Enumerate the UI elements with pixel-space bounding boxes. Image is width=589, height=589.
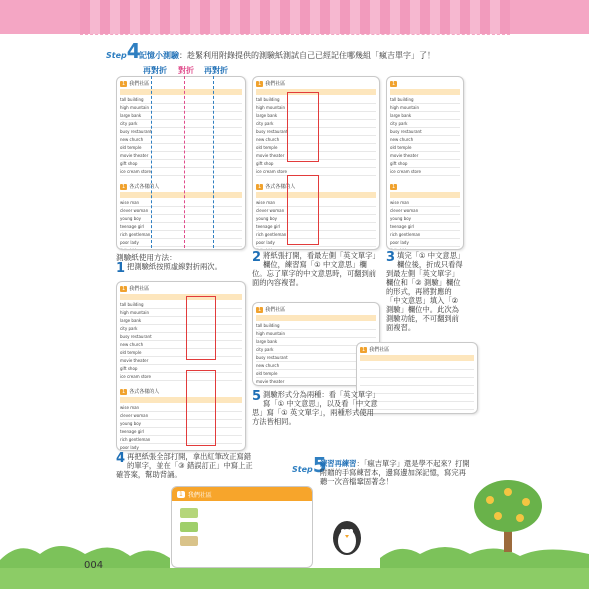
word-row: rich gentleman: [256, 231, 376, 239]
word-row: clever woman: [256, 207, 376, 215]
caption-5: 5 測驗形式分為兩種：看「英文單字」寫「① 中文意思」，以及看「中文意思」寫「① 英文單字」，兩種形式使用方法皆相同。: [252, 389, 378, 426]
top-dashed-rule: [80, 34, 510, 35]
word-row: wise man: [120, 404, 242, 412]
sheet-header: 1 我們社區: [122, 80, 150, 87]
building-illustration: [180, 508, 198, 518]
word-row: high mountain: [120, 104, 242, 112]
word-row: teenage girl: [120, 223, 242, 231]
test-sheet-2: 1 我們社區 tall building high mountain large bank city park busy restaurant new church old temple movie theater gift shop ice cream store 1 各式各樣的人 wise man clever woman young boy teenage girl rich gentleman poor lady: [252, 76, 380, 250]
step5-marker: Step5: [292, 453, 327, 477]
usage-heading: 測驗紙使用方法：: [116, 253, 177, 262]
word-row: gift shop: [120, 365, 242, 373]
highlight-box: [186, 296, 216, 360]
word-row: teenage girl: [256, 223, 376, 231]
word-row: young boy: [390, 215, 460, 223]
word-row: rich gentleman: [120, 231, 242, 239]
word-row: poor lady: [256, 239, 376, 247]
word-row: movie theater: [120, 152, 242, 160]
test-sheet-6: 1 我們社區: [356, 342, 478, 414]
caption-3: 3 填完「① 中文意思」欄位後，折成只看得到最左側「英文單字」欄位和「② 測驗」欄位的形式，再將對應的「中文意思」填入「② 測驗」欄位中。此次為測驗功能，不可翻到前面複習。: [386, 250, 465, 332]
word-row: [256, 247, 376, 250]
word-row: busy restaurant: [256, 128, 376, 136]
pear-tree-illustration: [468, 476, 548, 556]
test-sheet-1: [116, 76, 246, 250]
caption-4: 4 再把紙張全部打開，拿出紅筆改正寫錯的單字，並在「③ 錯誤訂正」中寫上正確答案，幫助背誦。: [116, 451, 253, 479]
word-row: new church: [120, 341, 242, 349]
column-header: [120, 192, 242, 198]
word-row: young boy: [120, 420, 242, 428]
word-row: city park: [120, 120, 242, 128]
sheet-header: 1 各式各樣的人: [122, 183, 160, 190]
highlight-box: [287, 175, 319, 245]
word-row: poor lady: [120, 444, 242, 451]
word-row: movie theater: [390, 152, 460, 160]
word-row: rich gentleman: [390, 231, 460, 239]
word-row: new church: [256, 362, 376, 370]
word-row: rich gentleman: [120, 436, 242, 444]
word-row: wise man: [120, 199, 242, 207]
word-row: movie theater: [256, 378, 376, 386]
word-row: [390, 247, 460, 250]
word-row: busy restaurant: [120, 333, 242, 341]
word-row: tall building: [256, 96, 376, 104]
page-number: 004: [84, 560, 104, 571]
fold-label-middle: 對折: [178, 66, 194, 75]
word-row: large bank: [256, 112, 376, 120]
word-row: busy restaurant: [390, 128, 460, 136]
highlight-box: [287, 92, 319, 162]
word-row: young boy: [256, 215, 376, 223]
word-row: wise man: [390, 199, 460, 207]
word-row: high mountain: [120, 309, 242, 317]
penguin-mascot-illustration: [330, 516, 364, 556]
caption-1: 1 把測驗紙按照虛線對折兩次。: [116, 261, 222, 276]
step5-title: 練習再練習: [320, 459, 357, 468]
word-row: large bank: [120, 317, 242, 325]
word-row: old temple: [390, 144, 460, 152]
word-row: wise man: [256, 199, 376, 207]
word-row: poor lady: [120, 239, 242, 247]
word-row: poor lady: [390, 239, 460, 247]
highlight-box: [186, 370, 216, 446]
test-sheet-3-folded: 1 tall building high mountain large bank city park busy restaurant new church old temple movie theater gift shop ice cream store 1 wise man clever woman young boy teenage girl rich gentleman poor lady: [386, 76, 464, 250]
fold-label-left: 再對折: [143, 66, 167, 75]
word-row: [120, 247, 242, 250]
word-row: old temple: [256, 144, 376, 152]
word-row: high mountain: [256, 104, 376, 112]
word-row: tall building: [256, 322, 376, 330]
word-row: ice cream store: [120, 373, 242, 381]
fold-label-right: 再對折: [204, 66, 228, 75]
word-row: busy restaurant: [120, 128, 242, 136]
mountain-illustration: [180, 522, 198, 532]
word-row: ice cream store: [120, 168, 242, 176]
word-row: ice cream store: [256, 168, 376, 176]
word-row: clever woman: [120, 412, 242, 420]
step4-heading: [139, 50, 435, 61]
test-sheet-5: 1 我們社區 tall building high mountain large bank city park busy restaurant new church old temple movie theater: [252, 302, 380, 386]
word-row: new church: [256, 136, 376, 144]
word-row: city park: [390, 120, 460, 128]
word-row: gift shop: [256, 160, 376, 168]
step4-title: 記憶小測驗: [139, 51, 179, 60]
word-row: teenage girl: [120, 428, 242, 436]
step4-description: ：趁緊利用附錄提供的測驗紙測試自己已經記住哪幾組「瘋吉單字」了！: [179, 51, 435, 60]
word-row: old temple: [256, 370, 376, 378]
word-row: tall building: [120, 301, 242, 309]
word-row: city park: [256, 120, 376, 128]
word-row: city park: [120, 325, 242, 333]
word-row: large bank: [120, 112, 242, 120]
word-row: large bank: [390, 112, 460, 120]
word-row: teenage girl: [390, 223, 460, 231]
step5-description: ：「瘋吉單字」還是學不起來？打開附贈的手寫練習本，邊寫邊加深記憶，寫完再聽一次音檔鞏固著念！: [320, 459, 470, 486]
caption-2: 2 將紙張打開，看最左側「英文單字」欄位，練習寫「① 中文意思」欄位。忘了單字的中文意思時，可翻到前面的內容複習。: [252, 250, 380, 287]
word-row: new church: [390, 136, 460, 144]
word-row: old temple: [120, 349, 242, 357]
word-row: large bank: [256, 338, 376, 346]
word-row: ice cream store: [390, 168, 460, 176]
column-header: [120, 89, 242, 95]
word-row: high mountain: [256, 330, 376, 338]
fold-line-right: [213, 76, 214, 248]
word-row: new church: [120, 136, 242, 144]
word-row: city park: [256, 346, 376, 354]
test-sheet-4: 1 我們社區 tall building high mountain large bank city park busy restaurant new church old temple movie theater gift shop ice cream store 1 各式各樣的人 wise man clever woman young boy teenage girl rich gentleman poor lady: [116, 281, 246, 451]
fold-line-middle: [184, 76, 185, 248]
step5-text: [320, 459, 470, 486]
word-row: gift shop: [120, 160, 242, 168]
step4-marker: Step4: [106, 39, 141, 63]
word-row: gift shop: [390, 160, 460, 168]
word-row: movie theater: [120, 357, 242, 365]
word-row: tall building: [120, 96, 242, 104]
word-row: tall building: [390, 96, 460, 104]
word-row: young boy: [120, 215, 242, 223]
word-row: clever woman: [120, 207, 242, 215]
word-row: clever woman: [390, 207, 460, 215]
fold-line-left: [151, 76, 152, 248]
word-row: movie theater: [256, 152, 376, 160]
card-header: 1 我們社區: [172, 487, 312, 501]
word-row: old temple: [120, 144, 242, 152]
word-row: high mountain: [390, 104, 460, 112]
top-pattern-strip: [80, 0, 510, 34]
word-row: busy restaurant: [256, 354, 376, 362]
